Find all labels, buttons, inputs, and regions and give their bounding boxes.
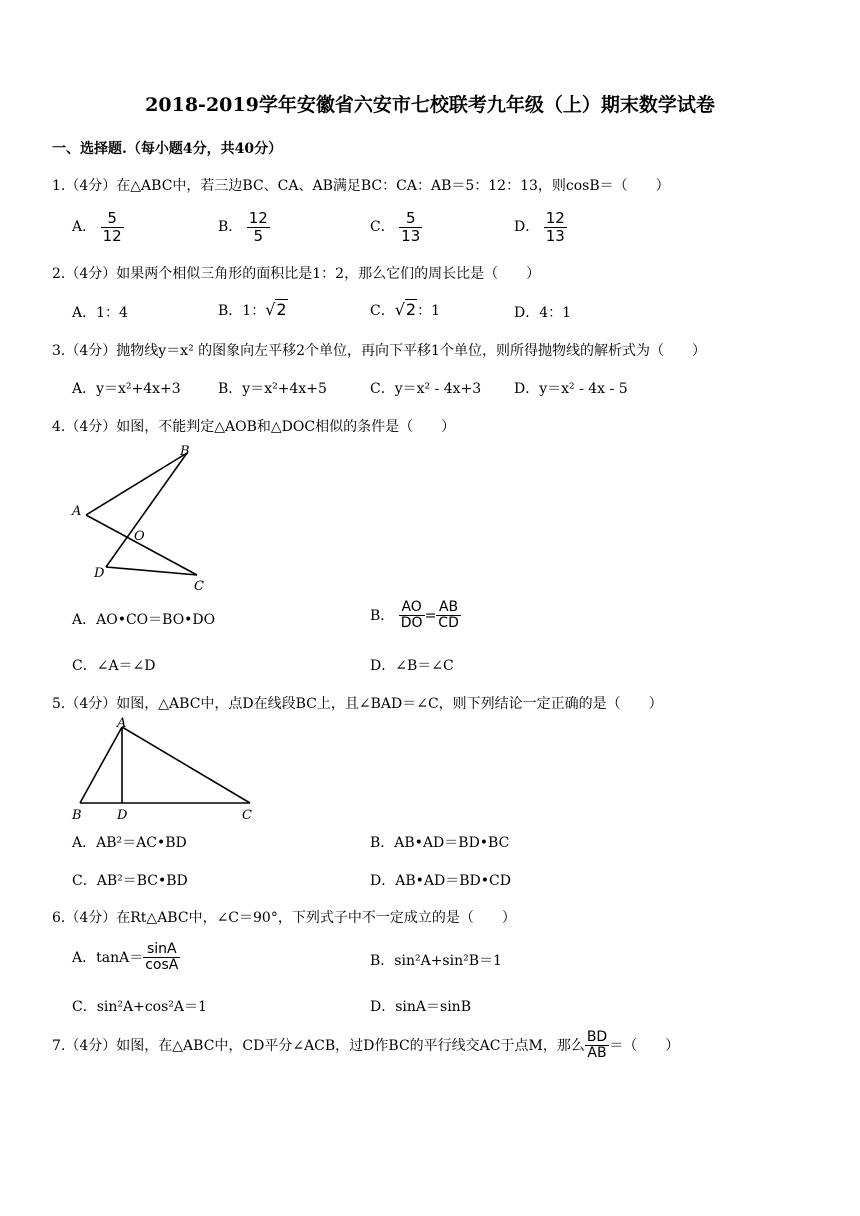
q1-a-label: A． (72, 219, 97, 235)
question-2-stem: 2.（4分）如果两个相似三角形的面积比是1：2，那么它们的周长比是（ ） (52, 266, 541, 282)
q6-option-a[interactable] (72, 942, 180, 974)
q4-b-fraction-1: $\frac{AO}{DO}$ (400, 599, 423, 632)
q5-option-a[interactable]: A．AB²＝AC•BD (72, 835, 187, 851)
q4-option-b[interactable]: B． $\frac{AO}{DO}$ = $\frac{AB}{CD}$ (370, 599, 459, 632)
q2-b-sqrt: √2 (265, 300, 287, 319)
q4-label-d: D (94, 566, 105, 581)
q6-option-c[interactable]: C．sin²A+cos²A＝1 (72, 999, 207, 1015)
q5-label-b: B (72, 808, 82, 823)
q2-c-sqrt: √2 (394, 300, 417, 319)
q4-label-a: A (72, 504, 82, 519)
q4-label-c: C (194, 579, 204, 594)
q4-figure (60, 440, 230, 595)
q1-option-c[interactable] (370, 210, 422, 244)
question-7-text: 7.（4分）如图，在△ABC中，CD平分∠ACB，过D作BC的平行线交AC于点M，那么 (52, 1037, 585, 1054)
q2-b-label: B．1： (218, 303, 266, 319)
q1-option-b[interactable] (218, 210, 270, 244)
question-5-stem: 5.（4分）如图，△ABC中，点D在线段BC上，且∠BAD＝∠C，则下列结论一定正确的是（ ） (52, 696, 663, 712)
q6-option-b[interactable]: B．sin²A+sin²B＝1 (370, 953, 502, 969)
q3-option-d[interactable]: D．y＝x² - 4x - 5 (514, 381, 628, 397)
question-6-stem: 6.（4分）在Rt△ABC中，∠C＝90°，下列式子中不一定成立的是（ ） (52, 910, 516, 926)
q2-option-b[interactable] (218, 300, 288, 320)
q6-a-label: A．tanA＝ (72, 949, 144, 966)
q2-option-a[interactable]: A．1：4 (72, 305, 128, 321)
q2-option-c[interactable]: C．√2：1 (370, 300, 441, 319)
q5-option-b[interactable]: B．AB•AD＝BD•BC (370, 835, 510, 851)
q4-option-d[interactable]: D．∠B＝∠C (370, 658, 454, 674)
q1-option-a[interactable] (72, 210, 124, 244)
q1-c-label: C． (370, 219, 395, 235)
question-1-stem: 1.（4分）在△ABC中，若三边BC、CA、AB满足BC：CA：AB＝5：12：13，则cosB＝（ ） (52, 178, 670, 194)
q2-c-label: C． (370, 303, 395, 319)
q5-figure (62, 715, 272, 825)
q7-fraction: $\frac{BD}{AB}$ (586, 1029, 608, 1062)
q1-b-label: B． (218, 219, 243, 235)
q4-b-fraction-2: $\frac{AB}{CD}$ (438, 599, 459, 632)
q1-b-fraction: $\frac{12}{5}$ (248, 209, 268, 245)
q1-d-fraction: $\frac{12}{13}$ (545, 209, 565, 245)
q6-a-fraction: $\frac{\sin A}{\cos A}$ (145, 941, 179, 974)
q1-option-d[interactable] (514, 210, 567, 244)
question-7-stem: 7.（4分）如图，在△ABC中，CD平分∠ACB，过D作BC的平行线交AC于点M，那么 $\frac{BD}{AB}$ ＝（ ） (52, 1029, 680, 1062)
q1-d-label: D． (514, 219, 540, 235)
q5-label-d: D (117, 808, 128, 823)
q4-option-a[interactable]: A．AO•CO＝BO•DO (72, 612, 216, 628)
q5-label-c: C (242, 808, 252, 823)
section-heading: 一、选择题.（每小题4分，共40分） (52, 141, 283, 157)
q4-label-b: B (180, 444, 190, 459)
question-4-stem: 4.（4分）如图，不能判定△AOB和△DOC相似的条件是（ ） (52, 419, 456, 435)
page-title: 2018-2019学年安徽省六安市七校联考九年级（上）期末数学试卷 (145, 94, 715, 116)
q6-option-d[interactable]: D．sinA＝sinB (370, 999, 471, 1015)
q4-option-c[interactable]: C．∠A＝∠D (72, 658, 156, 674)
q5-label-a: A (117, 716, 127, 731)
q3-option-b[interactable]: B．y＝x²+4x+5 (218, 381, 327, 397)
q3-option-c[interactable]: C．y＝x² - 4x+3 (370, 381, 482, 397)
q1-a-fraction: $\frac{5}{12}$ (102, 209, 122, 245)
q3-option-a[interactable]: A．y＝x²+4x+3 (72, 381, 181, 397)
q5-option-c[interactable]: C．AB²＝BC•BD (72, 873, 188, 889)
q2-option-d[interactable]: D．4：1 (514, 305, 572, 321)
q1-c-fraction: $\frac{5}{13}$ (401, 209, 421, 245)
q5-option-d[interactable]: D．AB•AD＝BD•CD (370, 873, 511, 889)
q4-b-label: B． (370, 607, 395, 624)
question-3-stem: 3.（4分）抛物线y＝x² 的图象向左平移2个单位，再向下平移1个单位，则所得抛物线的解析式为（ ） (52, 343, 706, 359)
q4-label-o: O (134, 529, 145, 544)
